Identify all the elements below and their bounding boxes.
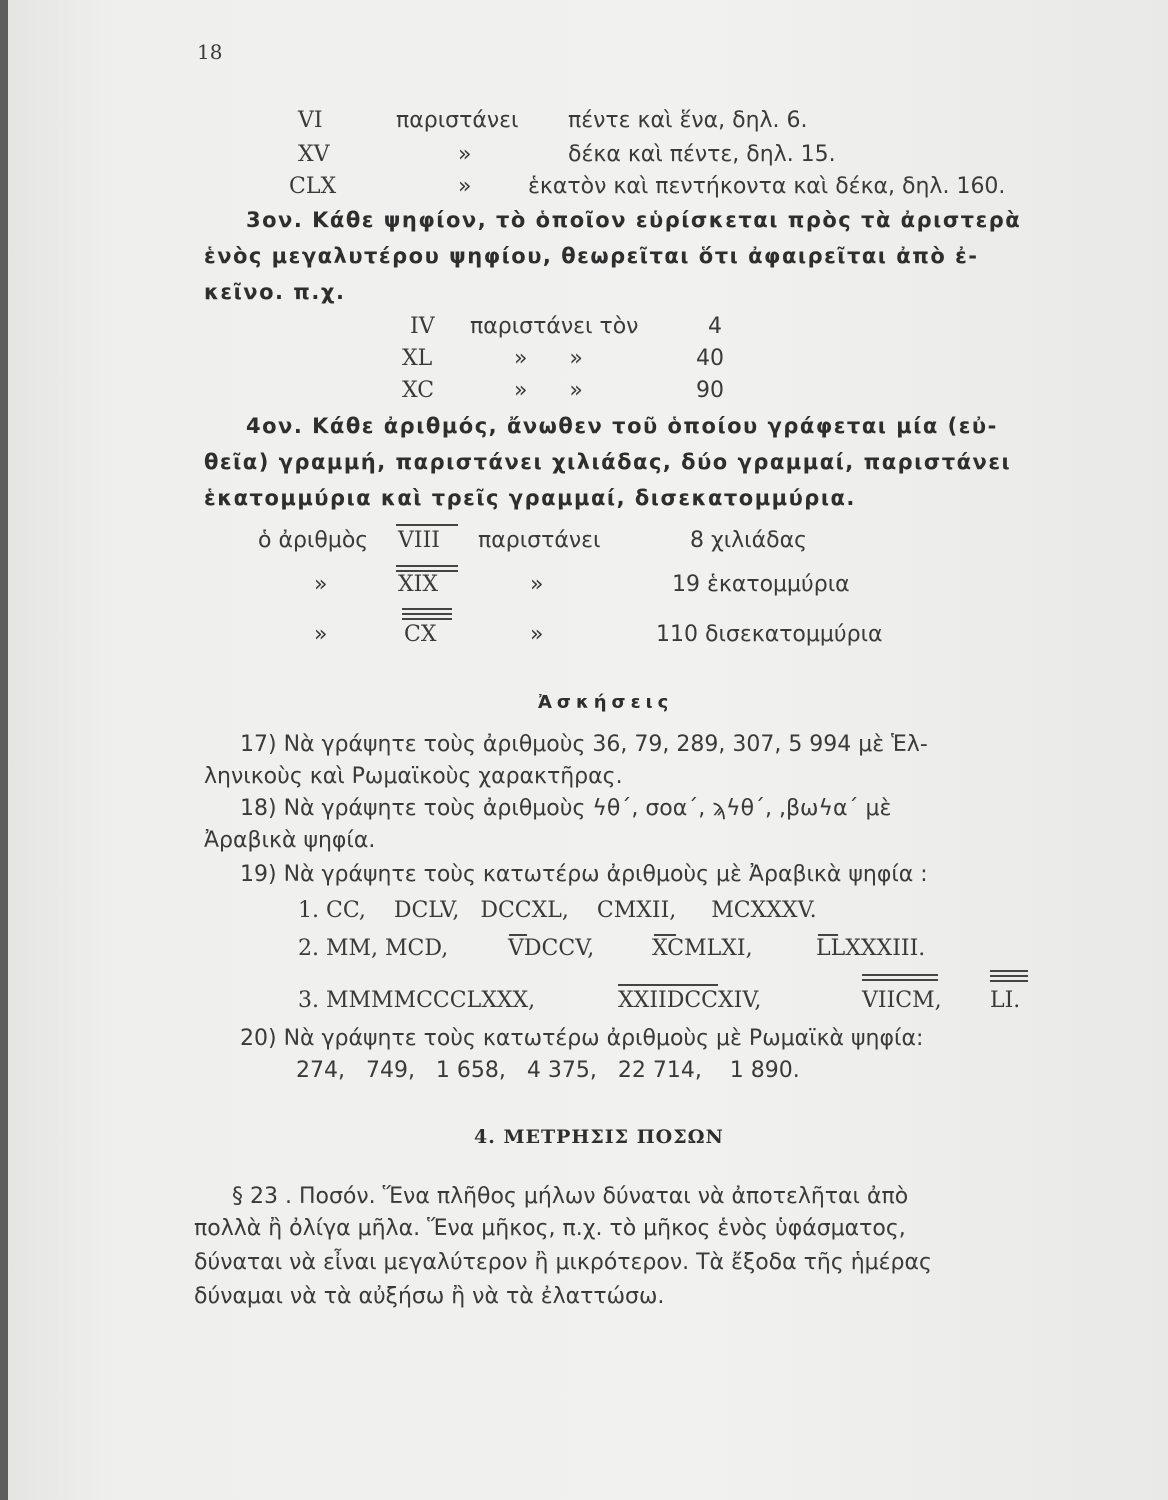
exercise-19-item-2-b: VDCCV, (508, 936, 595, 961)
overline (862, 974, 938, 976)
overline (990, 975, 1028, 977)
example-roman: VIII (398, 528, 440, 553)
exercises-title: Ἀσκήσεις (538, 692, 674, 713)
example-verb: » (530, 622, 544, 647)
overline (396, 565, 458, 567)
page-number: 18 (197, 40, 223, 64)
example-value: 110 δισεκατομμύρια (656, 622, 883, 647)
example-value: 19 ἑκατομμύρια (672, 572, 850, 597)
exercise-19-line-1: 19) Νὰ γράψητε τοὺς κατωτέρω ἀριθμοὺς μὲ Ἀραβικὰ ψηφία : (240, 862, 928, 887)
example-roman: XC (402, 378, 435, 403)
paragraph-23-line-3: δύναται νὰ εἶναι μεγαλύτερον ἢ μικρότερον. Τὰ ἔξοδα τῆς ἡμέρας (194, 1250, 932, 1275)
rule-4-line-2: θεῖα) γραμμή, παριστάνει χιλιάδας, δύο γραμμαί, παριστάνει (204, 450, 1012, 474)
exercise-19-item-3-b: XXIIDCCXIV, (618, 988, 762, 1013)
rule-3-line-2: ἑνὸς μεγαλυτέρου ψηφίου, θεωρεῖται ὅτι ἀφαιρεῖται ἀπὸ ἐ- (204, 244, 979, 268)
exercise-19-item-3-c: VIICM, (862, 988, 942, 1013)
exercise-19-item-2-c: XCMLXI, (652, 936, 753, 961)
example-meaning: πέντε καὶ ἕνα, δηλ. 6. (568, 108, 808, 133)
example-value: 40 (696, 346, 724, 371)
rule-4-line-1: 4ον. Κάθε ἀριθμός, ἄνωθεν τοῦ ὁποίου γράφεται μία (εὐ- (246, 414, 998, 438)
example-verb: » » (514, 346, 583, 371)
overline (402, 613, 452, 615)
example-value: 90 (696, 378, 724, 403)
overline (618, 984, 718, 986)
example-roman: XL (402, 346, 433, 371)
example-roman: VI (298, 108, 323, 133)
example-verb: » (458, 174, 472, 199)
rule-3-line-1: 3ον. Κάθε ψηφίον, τὸ ὁποῖον εὑρίσκεται πρὸς τὰ ἀριστερὰ (246, 208, 1022, 232)
overline (862, 979, 938, 981)
overline (396, 524, 458, 526)
exercise-17-line-1: 17) Νὰ γράψητε τοὺς ἀριθμοὺς 36, 79, 289, 307, 5 994 μὲ Ἑλ- (240, 732, 928, 757)
paragraph-23-line-2: πολλὰ ἢ ὀλίγα μῆλα. Ἕνα μῆκος, π.χ. τὸ μῆκος ἑνὸς ὑφάσματος, (194, 1216, 906, 1241)
exercise-20-line-1: 20) Νὰ γράψητε τοὺς κατωτέρω ἀριθμοὺς μὲ Ρωμαϊκὰ ψηφία: (240, 1026, 924, 1051)
section-heading: 4. ΜΕΤΡΗΣΙΣ ΠΟΣΩΝ (474, 1126, 724, 1148)
rule-4-line-3: ἑκατομμύρια καὶ τρεῖς γραμμαί, δισεκατομμύρια. (204, 486, 856, 510)
example-roman: XIX (398, 572, 439, 597)
paragraph-23-line-1: § 23 . Ποσόν. Ἕνα πλῆθος μήλων δύναται νὰ ἀποτελῆται ἀπὸ (232, 1184, 909, 1209)
example-value: 8 χιλιάδας (690, 528, 807, 553)
rule-3-line-3: κεῖνο. π.χ. (204, 280, 346, 304)
example-verb: παριστάνει (478, 528, 601, 553)
example-roman: CX (404, 622, 437, 647)
overline (990, 980, 1028, 982)
exercise-19-item-2-d: LLXXXIII. (816, 936, 926, 961)
example-verb: παριστάνει (396, 108, 519, 133)
exercise-20-line-2: 274, 749, 1 658, 4 375, 22 714, 1 890. (296, 1058, 800, 1083)
page-edge (0, 0, 8, 1500)
overline (990, 970, 1028, 972)
example-roman: IV (410, 314, 435, 339)
example-roman: XV (298, 142, 330, 167)
exercise-19-item-1: 1. CC, DCLV, DCCXL, CMXII, MCXXXV. (298, 898, 817, 923)
example-roman: CLX (289, 174, 337, 199)
exercise-17-line-2: ληνικοὺς καὶ Ρωμαϊκοὺς χαρακτῆρας. (204, 764, 623, 789)
example-label: » (314, 622, 328, 647)
paragraph-23-line-4: δύναμαι νὰ τὰ αὐξήσω ἢ νὰ τὰ ἐλαττώσω. (194, 1284, 665, 1309)
exercise-19-item-3-a: 3. MMMMCCCLXXX, (298, 988, 536, 1013)
overline (402, 608, 452, 610)
example-verb: » (530, 572, 544, 597)
example-verb: » » (514, 378, 583, 403)
example-value: 4 (708, 314, 722, 339)
overline (402, 618, 452, 620)
example-meaning: ἑκατὸν καὶ πεντήκοντα καὶ δέκα, δηλ. 160. (528, 174, 1006, 199)
example-verb: » (458, 142, 472, 167)
exercise-19-item-3-d: LI. (990, 988, 1021, 1013)
example-label: ὁ ἀριθμὸς (258, 528, 369, 553)
example-meaning: δέκα καὶ πέντε, δηλ. 15. (568, 142, 836, 167)
exercise-18-line-1: 18) Νὰ γράψητε τοὺς ἀριθμοὺς ϟθ΄, σοα΄, ϡϟθ΄, ,βωϟα΄ μὲ (240, 796, 892, 821)
example-verb: παριστάνει τὸν (470, 314, 639, 339)
exercise-18-line-2: Ἀραβικὰ ψηφία. (204, 828, 376, 853)
exercise-19-item-2-a: 2. MM, MCD, (298, 936, 449, 961)
example-label: » (314, 572, 328, 597)
